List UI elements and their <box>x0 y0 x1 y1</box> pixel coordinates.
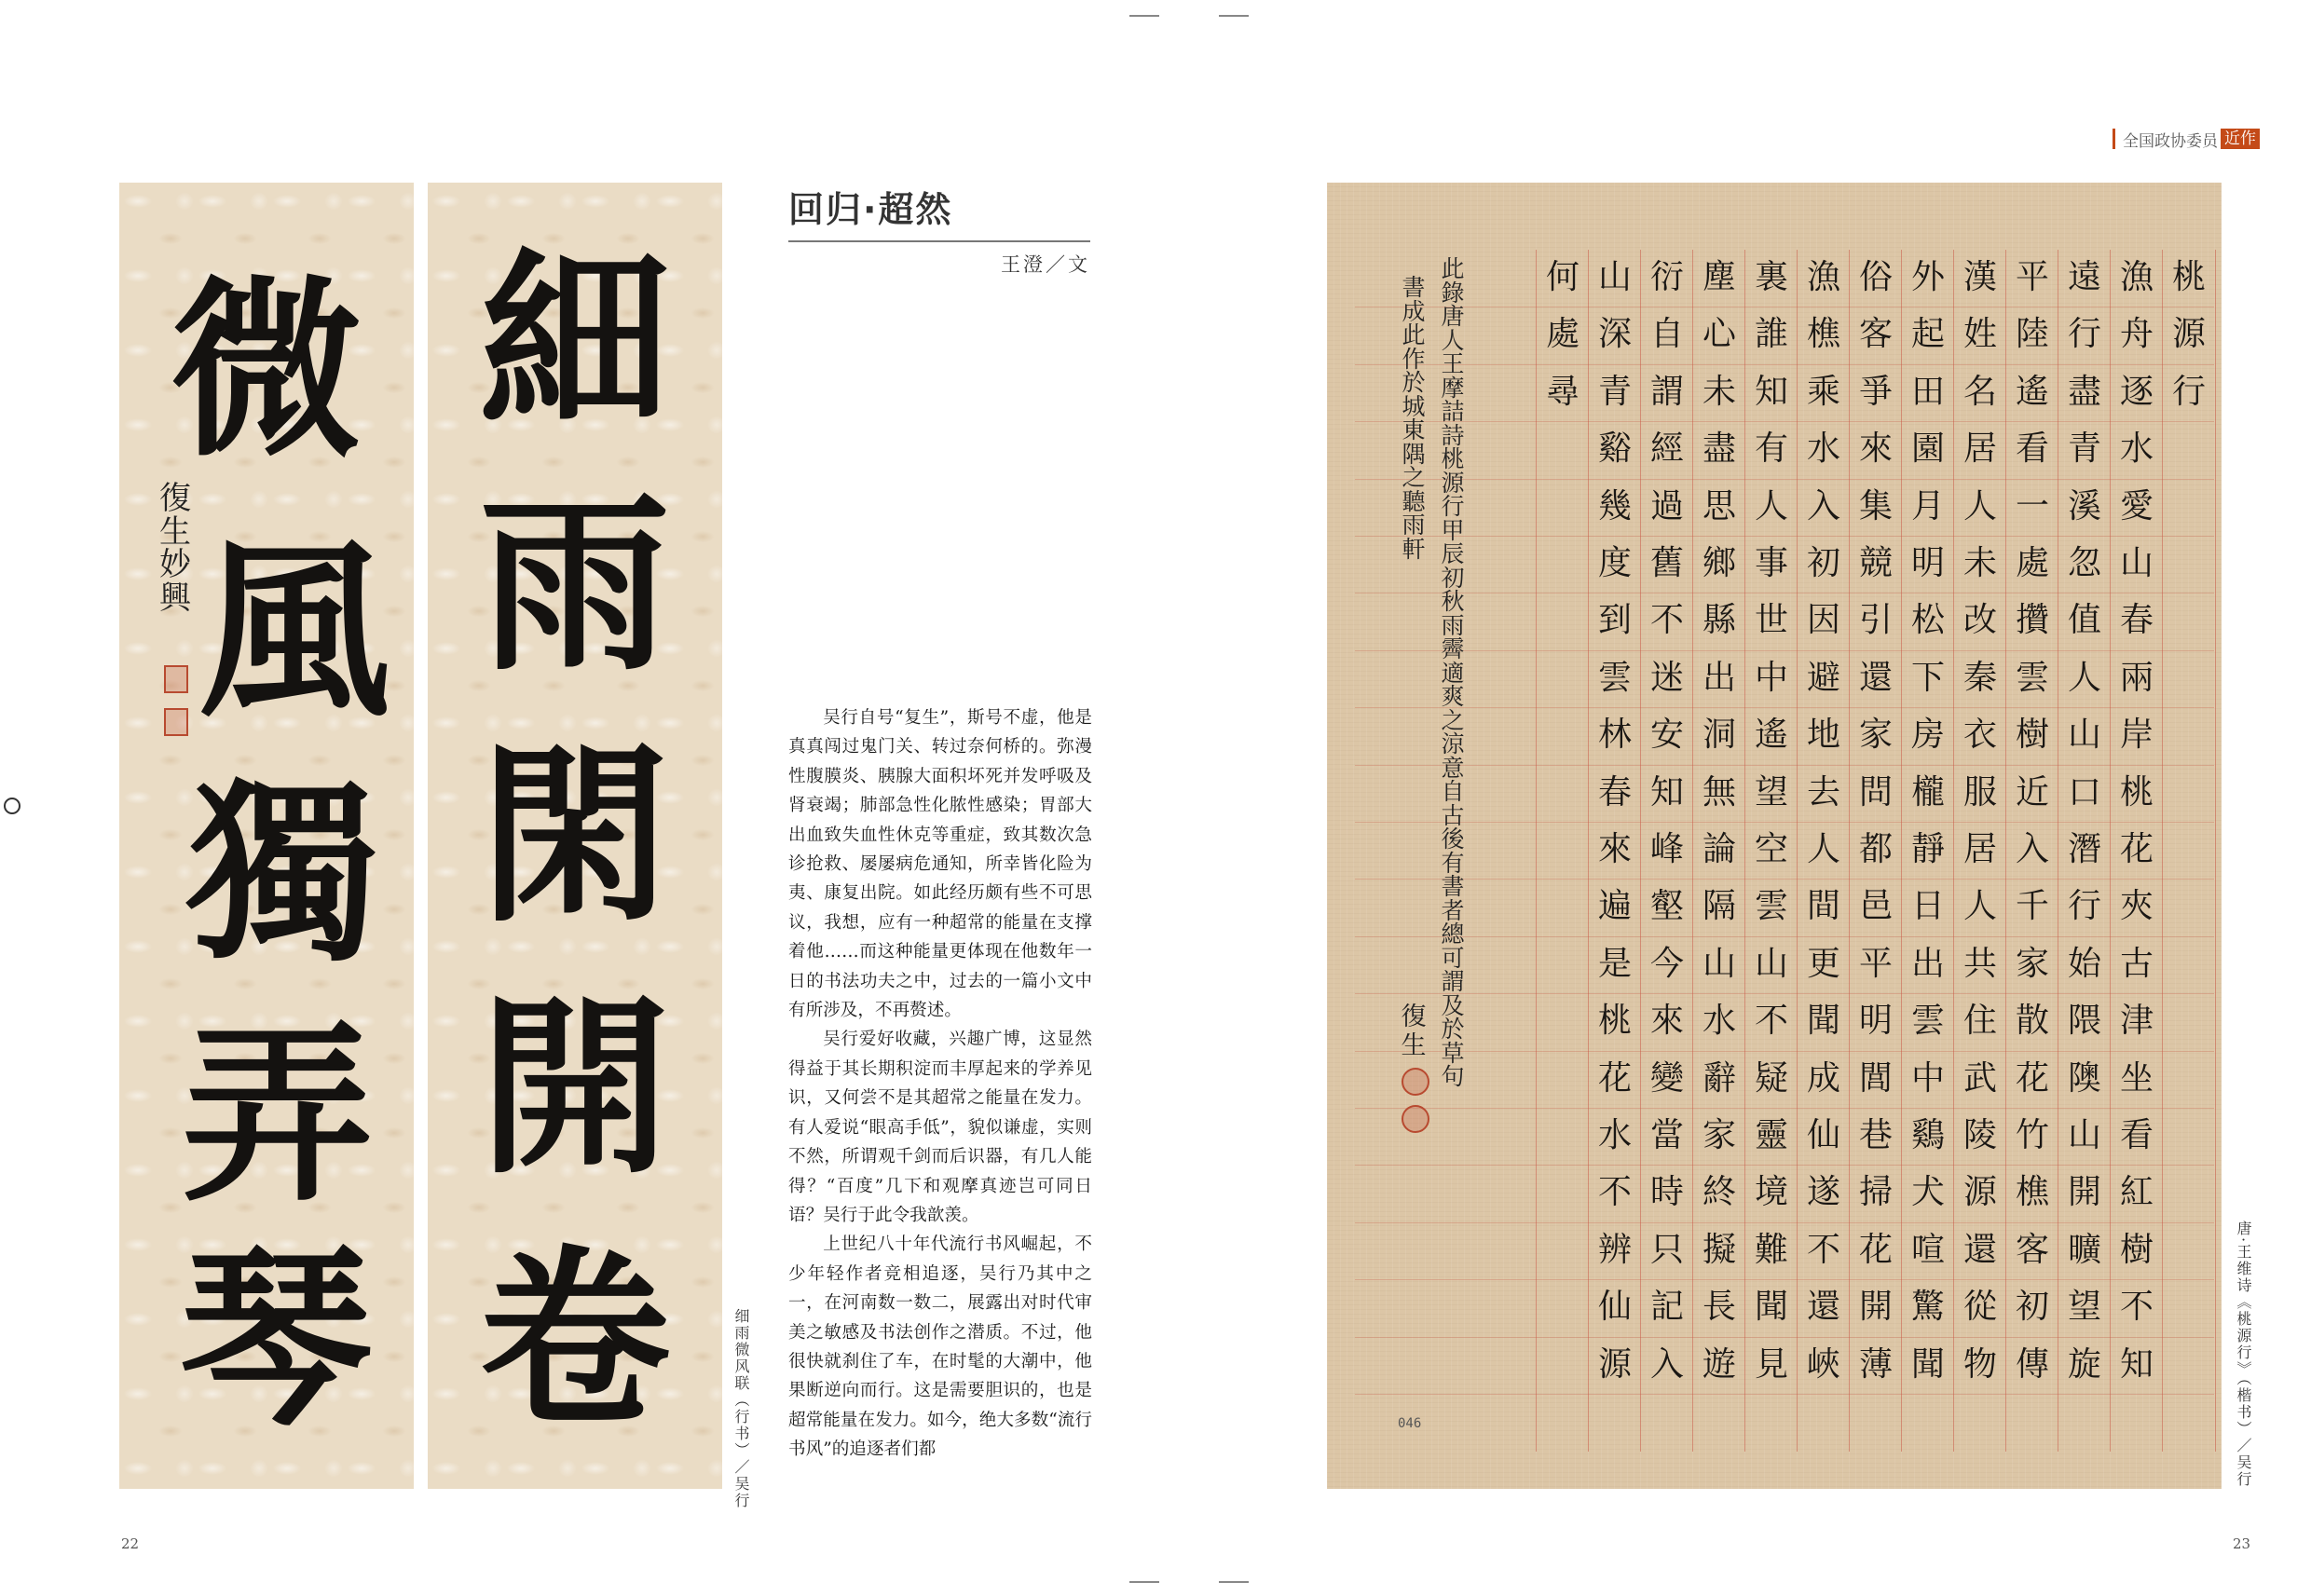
calligraphy-sheet <box>1327 183 2222 1489</box>
grid-character: 花 <box>1858 1230 1893 1269</box>
grid-character: 聞 <box>1754 1288 1788 1327</box>
grid-column <box>2110 250 2163 1452</box>
grid-character: 度 <box>1597 544 1632 582</box>
grid-character: 家 <box>2015 944 2049 983</box>
grid-character: 陸 <box>2015 315 2049 354</box>
grid-character: 入 <box>2015 830 2049 868</box>
grid-character: 近 <box>2015 772 2049 812</box>
grid-character: 過 <box>1649 486 1684 525</box>
grid-column <box>2058 250 2111 1452</box>
grid-character: 入 <box>1806 486 1840 525</box>
section-header <box>2113 129 2260 149</box>
grid-character: 平 <box>1858 944 1893 983</box>
grid-character: 未 <box>1962 544 1997 582</box>
grid-character: 更 <box>1806 944 1840 983</box>
grid-character: 是 <box>1597 944 1632 983</box>
grid-character: 幾 <box>1597 486 1632 525</box>
grid-character: 終 <box>1702 1173 1736 1212</box>
grid-character: 裏 <box>1754 258 1788 296</box>
grid-character: 居 <box>1962 830 1997 868</box>
grid-character: 境 <box>1754 1173 1788 1212</box>
grid-character: 心 <box>1702 315 1736 354</box>
grid-character: 竹 <box>2015 1116 2049 1154</box>
grid-character: 到 <box>1597 601 1632 640</box>
grid-character: 中 <box>1754 658 1788 697</box>
grid-character: 鄉 <box>1702 544 1736 582</box>
grid-character: 開 <box>2067 1173 2101 1212</box>
paragraph: 上世纪八十年代流行书风崛起，不少年轻作者竞相追逐，吴行乃其中之一，在河南数一数二，展露出对时代审美之敏感及书法创作之潜质。不过，他很快就刹住了车，在时髦的大潮中，他果断逆向而行。这是需要胆识的，也是超常能量在发力。如今，绝大多数“流行书风”的追逐者们都 <box>788 1235 1092 1460</box>
grid-column <box>1744 250 1798 1452</box>
grid-character: 花 <box>1597 1058 1632 1098</box>
grid-character: 來 <box>1649 1002 1684 1041</box>
grid-character: 未 <box>1702 372 1736 411</box>
grid-character: 還 <box>1962 1230 1997 1269</box>
grid-character: 見 <box>1754 1344 1788 1384</box>
grid-character: 行 <box>2067 887 2101 926</box>
grid-character: 都 <box>1858 830 1893 868</box>
grid-column <box>1588 250 1641 1452</box>
seal-stamp <box>1402 1068 1429 1096</box>
grid-character: 不 <box>2119 1288 2154 1327</box>
grid-character: 世 <box>1754 601 1788 640</box>
article-byline: 王澄／文 <box>1001 253 1090 276</box>
grid-character: 林 <box>1597 716 1632 755</box>
grid-character: 峽 <box>1806 1344 1840 1384</box>
grid-character: 長 <box>1702 1288 1736 1327</box>
grid-character: 源 <box>2171 315 2206 354</box>
grid-character: 秦 <box>1962 658 1997 697</box>
grid-character: 人 <box>1806 830 1840 868</box>
grid-character: 洞 <box>1702 716 1736 755</box>
grid-character: 自 <box>1649 315 1684 354</box>
grid-character: 爭 <box>1858 372 1893 411</box>
grid-character: 源 <box>1962 1173 1997 1212</box>
grid-character: 看 <box>2119 1116 2154 1154</box>
grid-character: 俗 <box>1858 258 1893 296</box>
grid-character: 一 <box>2015 486 2049 525</box>
couplet-scroll-right <box>428 183 722 1489</box>
grid-character: 花 <box>2015 1058 2049 1098</box>
grid-character: 無 <box>1702 772 1736 812</box>
grid-character: 塵 <box>1702 258 1736 296</box>
grid-character: 山 <box>1754 944 1788 983</box>
grid-character: 辨 <box>1597 1230 1632 1269</box>
grid-character: 空 <box>1754 830 1788 868</box>
grid-character: 隩 <box>2067 1058 2101 1098</box>
calligraphy-char: 雨 <box>479 473 671 697</box>
grid-character: 古 <box>2119 944 2154 983</box>
grid-character: 掃 <box>1858 1173 1893 1212</box>
grid-character: 事 <box>1754 544 1788 582</box>
grid-character: 漁 <box>1806 258 1840 296</box>
grid-character: 喧 <box>1910 1230 1945 1269</box>
grid-character: 曠 <box>2067 1230 2101 1269</box>
grid-character: 盡 <box>1702 430 1736 469</box>
grid-character: 初 <box>2015 1288 2049 1327</box>
grid-character: 當 <box>1649 1116 1684 1154</box>
grid-character: 謂 <box>1649 372 1684 411</box>
grid-character: 開 <box>1858 1288 1893 1327</box>
grid-character: 犬 <box>1910 1173 1945 1212</box>
calligraphy-char: 卷 <box>479 1228 671 1452</box>
title-divider <box>788 240 1090 242</box>
grid-character: 坐 <box>2119 1058 2154 1098</box>
grid-character: 起 <box>1910 315 1945 354</box>
grid-character: 遊 <box>1702 1344 1736 1384</box>
crop-mark <box>1129 1581 1159 1583</box>
grid-character: 尋 <box>1545 372 1579 411</box>
paragraph: 吴行爱好收藏，兴趣广博，这显然得益于其长期积淀而丰厚起来的学养见识，又何尝不是其超常之能量在发力。有人爱说“眼高手低”，貌似谦虚，实则不然，所谓观千剑而后识器，有几人能得？“百度”几下和观摩真迹岂可同日语？吴行于此令我歆羡。 <box>788 1030 1092 1225</box>
grid-character: 散 <box>2015 1002 2049 1041</box>
grid-column <box>1640 250 1693 1452</box>
grid-character: 樵 <box>1806 315 1840 354</box>
grid-character: 不 <box>1649 601 1684 640</box>
grid-character: 還 <box>1806 1288 1840 1327</box>
grid-character: 雲 <box>1597 658 1632 697</box>
grid-character: 閭 <box>1858 1058 1893 1098</box>
grid-character: 遂 <box>1806 1173 1840 1212</box>
grid-character: 誰 <box>1754 315 1788 354</box>
grid-character: 出 <box>1910 944 1945 983</box>
grid-character: 櫳 <box>1910 772 1945 812</box>
grid-character: 樵 <box>2015 1173 2049 1212</box>
grid-character: 明 <box>1910 544 1945 582</box>
grid-character: 愛 <box>2119 486 2154 525</box>
grid-character: 引 <box>1858 601 1893 640</box>
character-grid <box>1355 250 2214 1452</box>
grid-character: 知 <box>2119 1344 2154 1384</box>
grid-character: 春 <box>2119 601 2154 640</box>
grid-character: 陵 <box>1962 1116 1997 1154</box>
grid-character: 山 <box>2067 716 2101 755</box>
colophon-date: 書成此作於城東隅之聽雨軒 <box>1402 274 1426 563</box>
grid-character: 避 <box>1806 658 1840 697</box>
grid-character: 何 <box>1545 258 1579 296</box>
seal-stamp <box>164 708 188 736</box>
grid-character: 聞 <box>1910 1344 1945 1384</box>
header-bar <box>2113 129 2115 149</box>
grid-character: 來 <box>1597 830 1632 868</box>
grid-character: 日 <box>1910 887 1945 926</box>
seal-stamp <box>164 665 188 693</box>
grid-character: 樹 <box>2119 1230 2154 1269</box>
grid-character: 漢 <box>1962 258 1997 296</box>
grid-character: 桃 <box>2171 258 2206 296</box>
grid-character: 深 <box>1597 315 1632 354</box>
grid-character: 松 <box>1910 601 1945 640</box>
artwork-caption: 唐·王维诗《桃源行》（楷书）／吴行 <box>2235 1221 2252 1489</box>
article-body <box>788 703 1092 1465</box>
registration-mark-icon <box>4 798 21 814</box>
grid-character: 水 <box>2119 430 2154 469</box>
grid-character: 不 <box>1754 1002 1788 1041</box>
grid-character: 思 <box>1702 486 1736 525</box>
grid-character: 山 <box>2119 544 2154 582</box>
grid-character: 隈 <box>2067 1002 2101 1041</box>
grid-character: 驚 <box>1910 1288 1945 1327</box>
grid-character: 花 <box>2119 830 2154 868</box>
grid-character: 知 <box>1649 772 1684 812</box>
seal-stamp <box>1402 1105 1429 1133</box>
grid-character: 望 <box>1754 772 1788 812</box>
grid-column <box>1692 250 1745 1452</box>
artwork-caption: 细雨微风联（行书）／吴行 <box>732 1308 750 1509</box>
grid-character: 園 <box>1910 430 1945 469</box>
grid-character: 去 <box>1806 772 1840 812</box>
grid-character: 潛 <box>2067 830 2101 868</box>
grid-character: 靜 <box>1910 830 1945 868</box>
grid-character: 漁 <box>2119 258 2154 296</box>
grid-character: 只 <box>1649 1230 1684 1269</box>
grid-character: 桃 <box>1597 1002 1632 1041</box>
grid-character: 疑 <box>1754 1058 1788 1098</box>
grid-character: 邑 <box>1858 887 1893 926</box>
page-number-left: 22 <box>121 1535 140 1552</box>
grid-character: 忽 <box>2067 544 2101 582</box>
signature-text: 復生妙興 <box>159 480 191 618</box>
grid-character: 遙 <box>1754 716 1788 755</box>
calligraphy-char: 開 <box>479 976 671 1200</box>
signature <box>157 480 194 618</box>
grid-character: 中 <box>1910 1058 1945 1098</box>
grid-character: 壑 <box>1649 887 1684 926</box>
grid-character: 論 <box>1702 830 1736 868</box>
grid-character: 千 <box>2015 887 2049 926</box>
grid-character: 衍 <box>1649 258 1684 296</box>
grid-character: 變 <box>1649 1058 1684 1098</box>
crop-mark <box>1219 1581 1249 1583</box>
grid-character: 桃 <box>2119 772 2154 812</box>
grid-character: 今 <box>1649 944 1684 983</box>
grid-character: 下 <box>1910 658 1945 697</box>
grid-character: 鷄 <box>1910 1116 1945 1154</box>
grid-character: 知 <box>1754 372 1788 411</box>
grid-character: 不 <box>1806 1230 1840 1269</box>
grid-character: 攢 <box>2015 601 2049 640</box>
grid-character: 聞 <box>1806 1002 1840 1041</box>
grid-character: 盡 <box>2067 372 2101 411</box>
grid-character: 居 <box>1962 430 1997 469</box>
grid-character: 巷 <box>1858 1116 1893 1154</box>
grid-character: 來 <box>1858 430 1893 469</box>
grid-character: 還 <box>1858 658 1893 697</box>
couplet-scroll-left <box>119 183 414 1489</box>
grid-character: 水 <box>1597 1116 1632 1154</box>
grid-character: 人 <box>1962 486 1997 525</box>
grid-character: 青 <box>1597 372 1632 411</box>
calligraphy-char: 風 <box>198 520 390 743</box>
section-name: 全国政协委员 <box>2123 131 2218 151</box>
calligraphy-char: 微 <box>171 259 362 483</box>
grid-character: 出 <box>1702 658 1736 697</box>
grid-character: 舟 <box>2119 315 2154 354</box>
calligraphy-char: 獨 <box>187 762 379 986</box>
grid-character: 行 <box>2171 372 2206 411</box>
grid-character: 傳 <box>2015 1344 2049 1384</box>
grid-character: 山 <box>1702 944 1736 983</box>
grid-character: 縣 <box>1702 601 1736 640</box>
grid-character: 人 <box>2067 658 2101 697</box>
grid-character: 舊 <box>1649 544 1684 582</box>
grid-character: 初 <box>1806 544 1840 582</box>
crop-mark <box>1219 15 1249 17</box>
grid-character: 問 <box>1858 772 1893 812</box>
grid-character: 房 <box>1910 716 1945 755</box>
grid-character: 值 <box>2067 601 2101 640</box>
grid-character: 靈 <box>1754 1116 1788 1154</box>
grid-character: 遠 <box>2067 258 2101 296</box>
grid-character: 服 <box>1962 772 1997 812</box>
grid-character: 口 <box>2067 772 2101 812</box>
grid-character: 雲 <box>2015 658 2049 697</box>
grid-character: 經 <box>1649 430 1684 469</box>
grid-character: 山 <box>2067 1116 2101 1154</box>
grid-character: 記 <box>1649 1288 1684 1327</box>
grid-character: 津 <box>2119 1002 2154 1041</box>
grid-character: 隔 <box>1702 887 1736 926</box>
grid-character: 共 <box>1962 944 1997 983</box>
grid-character: 溪 <box>2067 486 2101 525</box>
colophon-signature: 復生 <box>1401 1003 1427 1061</box>
grid-character: 不 <box>1597 1173 1632 1212</box>
grid-character: 時 <box>1649 1173 1684 1212</box>
grid-character: 雲 <box>1754 887 1788 926</box>
grid-character: 岸 <box>2119 716 2154 755</box>
grid-character: 外 <box>1910 258 1945 296</box>
grid-character: 集 <box>1858 486 1893 525</box>
grid-character: 客 <box>2015 1230 2049 1269</box>
calligraphy-char: 琴 <box>180 1228 372 1452</box>
grid-character: 山 <box>1597 258 1632 296</box>
grid-character: 處 <box>1545 315 1579 354</box>
calligraphy-char: 閑 <box>479 725 671 948</box>
grid-character: 從 <box>1962 1288 1997 1327</box>
grid-character: 水 <box>1806 430 1840 469</box>
grid-character: 行 <box>2067 315 2101 354</box>
grid-character: 武 <box>1962 1058 1997 1098</box>
grid-character: 田 <box>1910 372 1945 411</box>
grid-character: 住 <box>1962 1002 1997 1041</box>
grid-character: 辭 <box>1702 1058 1736 1098</box>
paragraph: 吴行自号“复生”，斯号不虚，他是真真闯过鬼门关、转过奈何桥的。弥漫性腹膜炎、胰腺大面积坏死并发呼吸及肾衰竭；肺部急性化脓性感染；胃部大出血致失血性休克等重症，致其数次急诊抢救、屡屡病危通知，所幸皆化险为夷、康复出院。如此经历颇有些不可思议，我想，应有一种超常的能量在支撑着他……而这种能量更体现在他数年一日的书法功夫之中，过去的一篇小文中有所涉及，不再赘述。 <box>788 708 1092 1021</box>
grid-character: 姓 <box>1962 315 1997 354</box>
grid-character: 望 <box>2067 1288 2101 1327</box>
grid-character: 家 <box>1702 1116 1736 1154</box>
calligraphy-char: 細 <box>479 231 671 455</box>
grid-character: 谿 <box>1597 430 1632 469</box>
grid-character: 競 <box>1858 544 1893 582</box>
grid-character: 遍 <box>1597 887 1632 926</box>
grid-character: 乘 <box>1806 372 1840 411</box>
grid-character: 始 <box>2067 944 2101 983</box>
grid-character: 入 <box>1649 1344 1684 1384</box>
grid-character: 因 <box>1806 601 1840 640</box>
grid-column <box>1849 250 1902 1452</box>
grid-character: 仙 <box>1597 1288 1632 1327</box>
grid-character: 夾 <box>2119 887 2154 926</box>
grid-column <box>2162 250 2216 1452</box>
grid-character: 成 <box>1806 1058 1840 1098</box>
grid-character: 雲 <box>1910 1002 1945 1041</box>
grid-character: 水 <box>1702 1002 1736 1041</box>
grid-character: 處 <box>2015 544 2049 582</box>
grid-character: 安 <box>1649 716 1684 755</box>
crop-mark <box>1129 15 1159 17</box>
grid-character: 人 <box>1962 887 1997 926</box>
grid-character: 間 <box>1806 887 1840 926</box>
sheet-number: 046 <box>1398 1416 1422 1431</box>
grid-character: 峰 <box>1649 830 1684 868</box>
grid-character: 逐 <box>2119 372 2154 411</box>
grid-character: 有 <box>1754 430 1788 469</box>
grid-character: 衣 <box>1962 716 1997 755</box>
grid-column <box>1953 250 2006 1452</box>
grid-column <box>1536 250 1589 1452</box>
grid-character: 薄 <box>1858 1344 1893 1384</box>
grid-character: 青 <box>2067 430 2101 469</box>
grid-character: 旋 <box>2067 1344 2101 1384</box>
grid-column <box>2005 250 2058 1452</box>
grid-column <box>1901 250 1954 1452</box>
grid-character: 擬 <box>1702 1230 1736 1269</box>
grid-character: 客 <box>1858 315 1893 354</box>
grid-character: 看 <box>2015 430 2049 469</box>
grid-character: 難 <box>1754 1230 1788 1269</box>
grid-character: 改 <box>1962 601 1997 640</box>
grid-character: 源 <box>1597 1344 1632 1384</box>
grid-character: 迷 <box>1649 658 1684 697</box>
page-number-right: 23 <box>2233 1535 2251 1552</box>
article-title: 回归·超然 <box>788 189 953 230</box>
grid-column <box>1797 250 1850 1452</box>
grid-character: 兩 <box>2119 658 2154 697</box>
grid-character: 樹 <box>2015 716 2049 755</box>
grid-character: 地 <box>1806 716 1840 755</box>
grid-character: 遙 <box>2015 372 2049 411</box>
grid-character: 仙 <box>1806 1116 1840 1154</box>
calligraphy-char: 弄 <box>182 1004 374 1228</box>
grid-character: 物 <box>1962 1344 1997 1384</box>
grid-character: 人 <box>1754 486 1788 525</box>
grid-character: 明 <box>1858 1002 1893 1041</box>
grid-character: 名 <box>1962 372 1997 411</box>
section-tag: 近作 <box>2221 129 2260 149</box>
colophon-inscription: 此錄唐人王摩詰詩桃源行甲辰初秋雨霽適爽之涼意自古後有書者總可謂及於草句 <box>1441 255 1465 1090</box>
grid-character: 紅 <box>2119 1173 2154 1212</box>
grid-character: 平 <box>2015 258 2049 296</box>
grid-character: 月 <box>1910 486 1945 525</box>
grid-character: 家 <box>1858 716 1893 755</box>
grid-character: 春 <box>1597 772 1632 812</box>
